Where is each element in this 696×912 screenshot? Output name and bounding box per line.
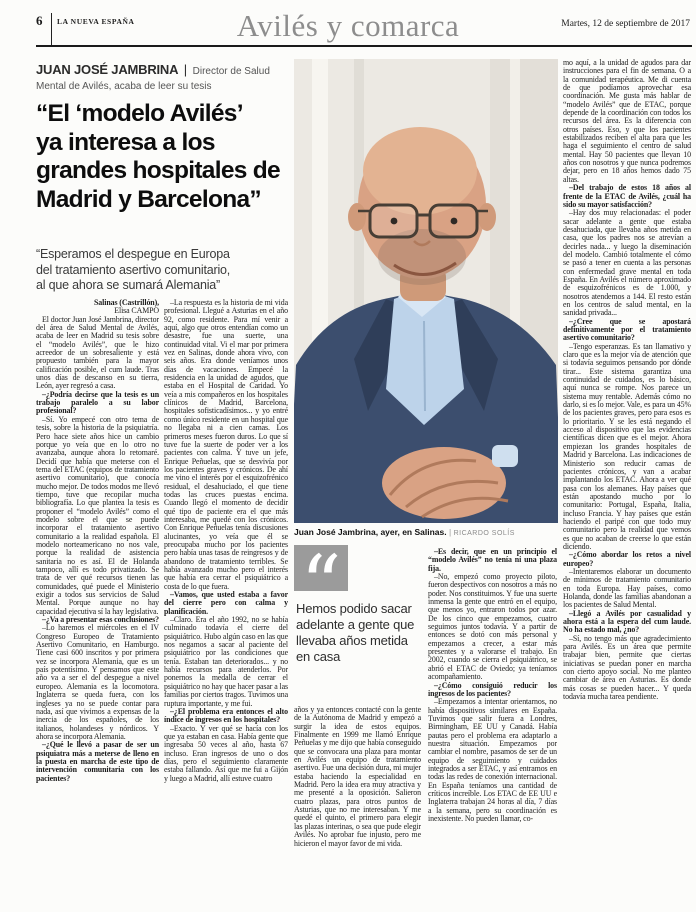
- article-paragraph: –¿Cree que se apostará definitivamente por el tratamiento asertivo comunitario?: [563, 316, 691, 343]
- article-paragraph: mo aquí, a la unidad de agudos para dar instrucciones para el fin de semana. O a la comunidad terapéutica. Me di cuenta de que podíamos aprovechar esa coordinación. Me gusta más hablar de “modelo Avilés” que de ETAC, porque depende de la coordinación con todos los recursos del área. Es la diferencia con otros países. Eso, y que los pacientes estabilizados reciben el alta para que les haga el seguimiento el centro de salud mental. Hay 50 pacientes que llevan 10 años con nosotros y que nunca podremos dejar, pero en 18 años hemos dado 75 altas.: [563, 59, 691, 184]
- article-paragraph: años y ya entonces contacté con la gente de la Autónoma de Madrid y empezó a surgir la idea de estos equipos. Finalmente en 1999 me llamó Enrique Peñuelas y me dijo que había conseguido que se convocara una plaza para montar en Avilés un equipo de tratamiento asertivo. Fue una decisión dura, mi mujer estaba haciendo la especialidad en Madrid. Pero la idea era muy atractiva y me presenté a la oposición. Salieron cuatro plazas, para otros puntos de Asturias, que no me interesaban. Y me quedé el quinto, el primero para elegir las plazas interinas, o sea que pude elegir Avilés. No aprobar fue injusto, pero me hicieron el mayor favor de mi vida.: [294, 706, 421, 848]
- subheadline-line: al que ahora se sumará Alemania”: [36, 278, 220, 292]
- article-paragraph: –Hay dos muy relacionadas: el poder sacar adelante a gente que estaba desahuciada, que llevaba años metida en casa, que los padres nos se atrevían a decirles nada... y luego la diseminación del modelo. Cambió totalmente el cómo se pasó a tener en cuenta a las personas con enfermedad grave mental en toda España. En Avilés el número aproximado de esquizofrénicos es de 1.000, y nosotros atendemos a 144. El resto están en los centros de salud mental, en la sanidad privada...: [563, 208, 691, 318]
- article-column-3: [294, 706, 421, 912]
- article-paragraph: –¿Cómo consiguió reducir los ingresos de los pacientes?: [428, 680, 557, 698]
- article-paragraph: Elisa CAMPO: [114, 306, 159, 316]
- article-paragraph: El doctor Juan José Jambrina, director del área de Salud Mental de Avilés, acaba de leer en Madrid su tesis sobre el “modelo Avilés”, que le hizo acreedor de un sobresaliente y está propuesto también para la mayor calificación posible, el cum laude. Tras unos días de descanso en su tierra, León, ayer regresó a casa.: [36, 314, 159, 391]
- photo-caption-separator: |: [448, 527, 452, 537]
- photo-caption: [294, 527, 558, 537]
- photo-credit: RICARDO SOLÍS: [453, 530, 515, 537]
- article-paragraph: –¿Podría decirse que la tesis es un trabajo paralelo a su labor profesional?: [36, 389, 159, 416]
- page-number: 6: [36, 13, 43, 28]
- article-paragraph: –¿El problema era entonces el alto índice de ingresos en los hospitales?: [164, 706, 288, 725]
- headline-line: grandes hospitales de: [36, 157, 280, 184]
- article-paragraph: –Es decir, que en un principio el “modelo Avilés” no tenía ni una plaza fija.: [428, 548, 557, 573]
- headline-line: ya interesa a los: [36, 128, 215, 156]
- header-rule: [36, 45, 692, 47]
- article-paragraph: –Vamos, que usted estaba a favor del cierre pero con calma y planificación.: [164, 590, 288, 616]
- subheadline: [36, 247, 302, 294]
- kicker-name: JUAN JOSÉ JAMBRINA: [36, 62, 179, 77]
- article-paragraph: –¿Va a presentar esas conclusiones?: [42, 615, 159, 625]
- article-column-5: [563, 59, 691, 912]
- article-column-4: [428, 548, 557, 912]
- edition-date: Martes, 12 de septiembre de 2017: [561, 19, 690, 29]
- article-paragraph: –Tengo esperanzas. Es tan llamativo y claro que es la mejor vía de atención que si todavía seguimos pensando por dónde tirar... Este sistema garantiza una continuidad de cuidados, es lo básico, aquí nunca se rompe. Nos parece un sistema muy rentable. Además cómo no darlo, si es lo mejor. Vale, es para un 45% de los pacientes graves, pero para esos es lo prioritario. Y se les está negando el acceso al dispositivo que las evidencias científicas dicen que es el mejor. Ahora empiezan los grandes hospitales de Madrid y Barcelona. Las indicaciones de Ministerio son reducir camas de pacientes crónicos, y van a acabar implantando los ETAC. Ahora a ver qué pasa con los alemanes. Hay países que están apostando mucho por lo comunitario: Portugal, España, Italia, incluso Francia. Y hay países que están haciendo el paripé con que todo muy comunitario pero la realidad que vemos es que no acaban de creerse lo que están diciendo.: [563, 341, 691, 551]
- kicker: [36, 63, 298, 93]
- article-column-2: [164, 299, 288, 912]
- section-title: Avilés y comarca: [236, 8, 460, 43]
- kicker-description: Director de Salud Mental de Avilés, acaba de leer su tesis: [36, 66, 270, 92]
- article-paragraph: –Sí, no tengo más que agradecimiento para Avilés. Es un área que permite trabajar bien, permite que ciertas iniciativas se puedan poner en marcha con cierto apoyo social. No me planteo cambiar de área en Asturias. Es donde más cosas se pueden hacer... Y queda todavía mucha tarea pendiente.: [563, 633, 691, 702]
- kicker-separator: |: [183, 62, 188, 77]
- article-paragraph: –¿Qué le llevó a pasar de ser un psiquiatra más a meterse de lleno en la puesta en marcha de este tipo de intervención comunitaria con los pacientes?: [36, 740, 159, 783]
- article-paragraph: –¿Cómo abordar los retos a nivel europeo?: [563, 550, 691, 568]
- article-paragraph: –Sí. Yo empecé con otro tema de tesis, sobre la historia de la psiquiatría. Pero hace siete años hice un cambio porque yo veía que en lo otro no avanzaba, aunque ahora lo retomaré. Decidí que había que meterse con el tema del ETAC (equipos de tratamiento asertivo comunitario), que conocía mucho mejor. De todos modos me llevó tiempo, tuve que recopilar mucha bibliografía. Lo que plantea la tesis es proponer el “modelo Avilés” como el modelo sobre el que se puede incorporar el tratamiento asertivo comunitario a la realidad española. El modelo norteamericano no nos vale, porque la realidad de asistencia sanitaria no es así. El de Holanda tampoco, allí es todo privatizado. Se trata de ver qué recursos tienen las comunidades, qué puede el Ministerio exigir a todos sus servicios de Salud Mental. Porque aunque no hay capacidad ejecutiva sí la hay legislativa.: [36, 414, 159, 616]
- article-paragraph: –Intentaremos elaborar un documento de mínimos de tratamiento comunitario en toda Europa. Hay países, como Holanda, donde las familias abandonan a los pacientes de Salud Mental.: [563, 566, 691, 610]
- article-paragraph: –No, empezó como proyecto piloto, fueron despectivos con nosotros a más no poder. Nos constituimos. Y fue una suerte inmensa la gente que entró en el equipo, que menos yo, entraron todos por azar. De los cinco que empezamos, cuatro seguimos juntos todavía. Y a partir de entonces se dotó con más personal y empezamos a crecer, a estar más presentes y a valorarse el trabajo. En 2002, cuando se cierra el psiquiátrico, se abrió el ETAC de Oviedo; ya teníamos acompañamiento.: [428, 572, 557, 682]
- pull-quote-text: Hemos podido sacar adelante a gente que llevaba años metida en casa: [296, 601, 415, 664]
- subheadline-line: del tratamiento asertivo comunitario,: [36, 262, 231, 277]
- portrait-photo: [294, 59, 558, 523]
- article-paragraph: –Claro. Era el año 1992, no se había culminado todavía el cierre del psiquiátrico. Hubo algún caso en las que nos negamos a sacar al paciente del psiquiátrico por las condiciones que tenía. Estaban tan deteriorados... y no había recursos para atenderlos. Por ponernos la medalla de cerrar el psiquiátrico no hay que hacer pasar a las familias por ciertos tragos. Tuvimos una ruptura importante, y me fui.: [164, 615, 288, 708]
- portrait-photo-illustration: [294, 59, 558, 523]
- headline-line: Madrid y Barcelona”: [36, 185, 261, 213]
- headline: [36, 100, 306, 214]
- article-column-1: [36, 299, 159, 912]
- article-paragraph: Salinas (Castrillón),: [94, 299, 159, 307]
- article-paragraph: –Del trabajo de estos 18 años al frente de la ETAC de Avilés, ¿cuál ha sido su mayor satisfacción?: [563, 183, 691, 209]
- photo-caption-text: Juan José Jambrina, ayer, en Salinas.: [294, 527, 447, 537]
- open-quote-icon: [294, 545, 348, 591]
- masthead: LA NUEVA ESPAÑA: [57, 17, 135, 26]
- article-paragraph: –Empezamos a intentar orientarnos, no había dispositivos similares en España. Tuvimos que salir fuera a Londres, Birmingham, EE UU y Canadá. Había pautas pero el problema era adaptarlo a nuestra situación. Empezamos por cambiar el nombre, pasamos de ser de un equipo de seguimiento y cuidados integrados a ser ETAC, y así entramos en todas las redes de conexión internacional. En España teníamos una cantidad de críticos increíble. Los ETAC de EE UU e Inglaterra trabajan 24 horas al día, 7 días a la semana, pero su coordinación es inexistente. No pueden llamar, co-: [428, 697, 557, 823]
- article-paragraph: –Exacto. Y ver qué se hacía con los que ya estaban en casa. Había gente que ingresaba 50 veces al año, hasta 67 incluso. Eran ingresos de uno o dos días, pero el seguimiento claramente estaba fallando. Así que me fui a Gijón y luego a Madrid, allí estuve cuatro: [164, 723, 288, 783]
- article-paragraph: –La respuesta es la historia de mi vida profesional. Llegué a Asturias en el año 92, como residente. Para mí venir a aquí, algo que otros entendían como un desastre, fue una suerte, una continuidad vital. Vi el mar por primera vez en Salinas, donde ahora vivo, con seis años. Era donde veníamos unos días de vacaciones. Empecé la residencia en la unidad de agudos, que estaba en el Hospital de Caridad. Yo veía a mis compañeros en los hospitales clínicos de Madrid, Barcelona, hospitales sofisticadísimos... y yo entré como único residente en un hospital que no llegaba ni a cien camas. Los primeros meses fueron duros. Lo que sí tuve fue la suerte de poder ver a los pacientes con calma. Y tuve un jefe, Enrique Peñuelas, que se desvivía por los pacientes graves y crónicos. De ahí me vino el interés por el esquizofrénico residual, el desahuciado, el que tiene todas las cruces puestas encima. Cuando llegó el momento de decidir qué tipo de paciente era el que más interesaba, me quedé con los crónicos. Con Enrique Peñuelas tenía discusiones alucinantes, yo veía que él se preocupaba mucho por los pacientes pero había unas tasas de reingresos y de abandono de tratamiento terribles. Se había avanzado mucho pero el interés que había era cerrar el psiquiátrico a costa de lo que fuera.: [164, 299, 288, 591]
- headline-line: “El ‘modelo Avilés’: [36, 100, 243, 127]
- subheadline-line: “Esperamos el despegue en Europa: [36, 247, 230, 261]
- article-paragraph: –Llegó a Avilés por casualidad y ahora está a la espera del cum laude. No ha estado mal, ¿no?: [563, 608, 691, 635]
- article-paragraph: –Lo haremos el miércoles en el IV Congreso Europeo de Tratamiento Asertivo Comunitario, en Hamburgo. Tiene casi 600 inscritos y por primera vez se incorpora Alemania, que es un país potentísimo. Y pensamos que este año va a ser el del despegue a nivel europeo. Alemania es la locomotora. Inglaterra se queda fuera, con los ingleses ya no se puede contar para nada, así que vivimos a expensas de la inercia de los españoles, de los italianos, holandeses y nórdicos. Y ahora se incorpora Alemania.: [36, 623, 159, 741]
